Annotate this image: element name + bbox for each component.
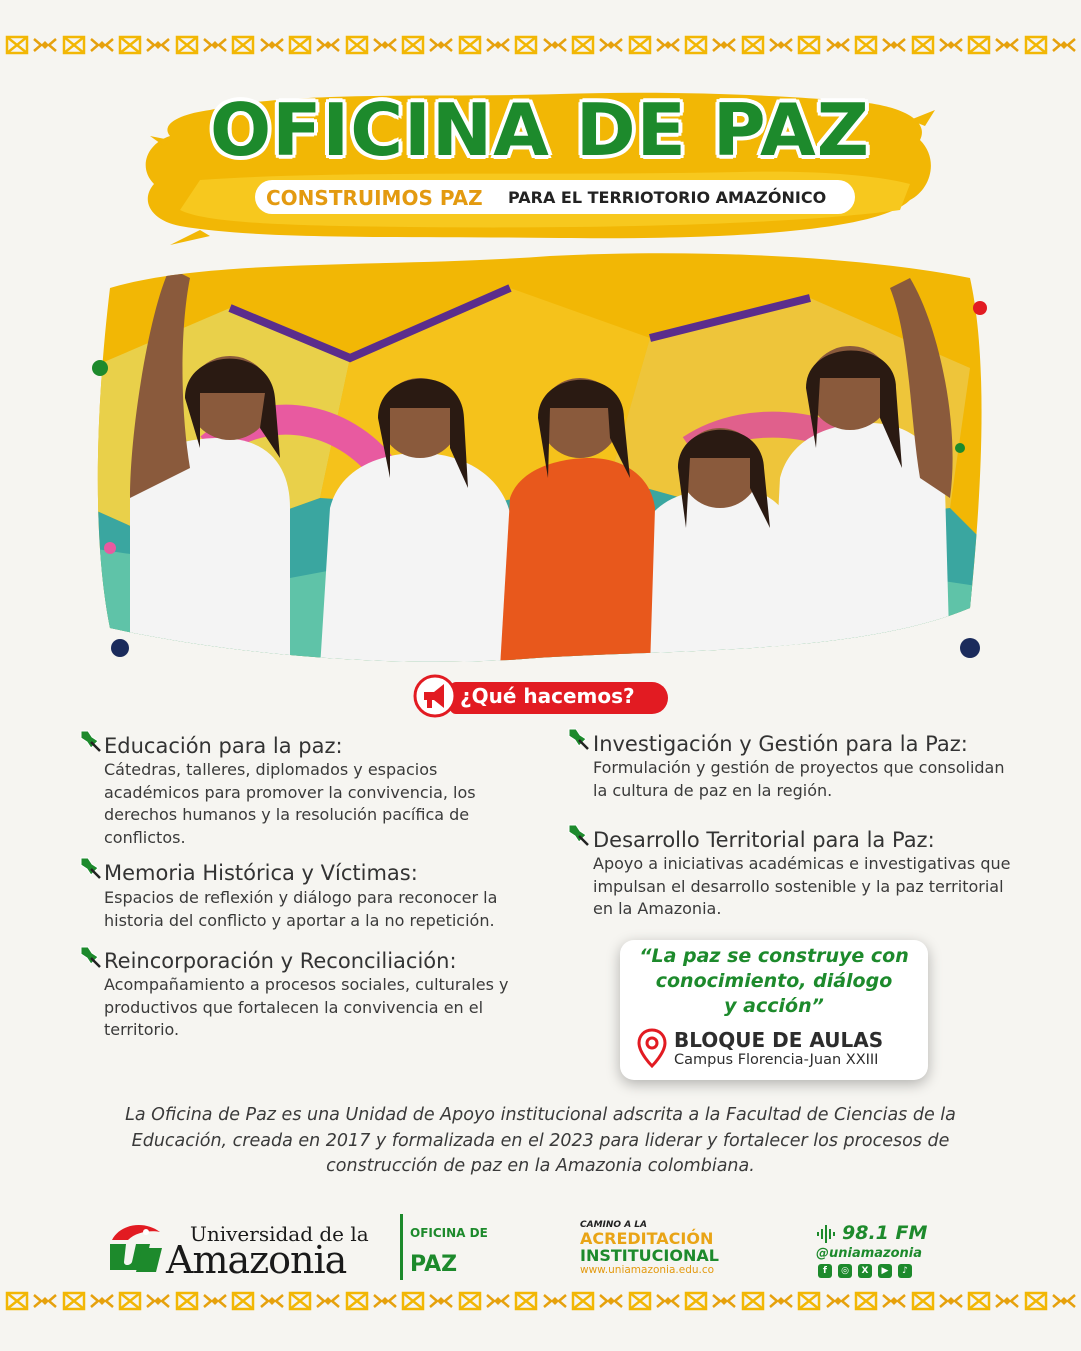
border-pattern-mark [485, 34, 511, 56]
border-pattern-mark [853, 34, 879, 56]
border-pattern-mark [259, 1290, 285, 1312]
border-pattern-mark [457, 34, 483, 56]
social-handle[interactable]: @uniamazonia [816, 1246, 923, 1261]
about-line-2: Educación, creada en 2017 y formalizada en el 2023 para liderar y fortalecer los procesos de [131, 1130, 950, 1151]
border-pattern-mark [372, 1290, 398, 1312]
subtitle-text: PARA EL TERRIOTORIO AMAZÓNICO [508, 188, 827, 207]
border-pattern-mark [89, 34, 115, 56]
item-title-education: Educación para la paz: [104, 734, 343, 758]
border-pattern-mark [768, 1290, 794, 1312]
pushpin-icon [78, 944, 102, 968]
quote-text [630, 944, 918, 1019]
item-title-memory: Memoria Histórica y Víctimas: [104, 861, 418, 885]
border-pattern-mark [683, 34, 709, 56]
border-pattern-mark [881, 34, 907, 56]
about-paragraph [80, 1103, 1001, 1180]
border-pattern-mark [1023, 34, 1049, 56]
border-pattern-mark [683, 1290, 709, 1312]
border-pattern-mark [344, 34, 370, 56]
border-pattern-mark [315, 1290, 341, 1312]
item-desc-territorial: Apoyo a iniciativas académicas e investigativas que impulsan el desarrollo sostenible y la paz territorial en la Amazonia. [593, 854, 1011, 918]
accreditation-title: ACREDITACIÓN [580, 1229, 714, 1248]
accreditation-kicker: CAMINO A LA [580, 1220, 647, 1230]
section-badge-label: ¿Qué hacemos? [460, 684, 635, 708]
border-pattern-mark [400, 34, 426, 56]
border-pattern-mark [542, 1290, 568, 1312]
border-pattern-mark [966, 34, 992, 56]
border-pattern-mark [570, 34, 596, 56]
subtitle-row [0, 176, 1081, 220]
office-label-line1: OFICINA DE [410, 1226, 488, 1240]
about-line-3: construcción de paz en la Amazonia colombiana. [326, 1156, 755, 1176]
youtube-icon[interactable]: ▶ [878, 1264, 892, 1278]
top-pattern-border [0, 34, 1081, 60]
website-link[interactable]: www.uniamazonia.edu.co [580, 1264, 715, 1276]
pushpin-icon [78, 855, 102, 879]
item-title-reintegration: Reincorporación y Reconciliación: [104, 949, 457, 973]
university-name-line1: Universidad de la [190, 1222, 369, 1246]
border-pattern-mark [1051, 34, 1077, 56]
border-pattern-mark [287, 1290, 313, 1312]
border-pattern-mark [259, 34, 285, 56]
border-pattern-mark [61, 34, 87, 56]
border-pattern-mark [174, 1290, 200, 1312]
border-pattern-mark [4, 34, 30, 56]
bottom-pattern-border [0, 1290, 1081, 1316]
border-pattern-mark [61, 1290, 87, 1312]
border-pattern-mark [117, 1290, 143, 1312]
border-pattern-mark [145, 1290, 171, 1312]
border-pattern-mark [994, 1290, 1020, 1312]
location-subtitle: Campus Florencia-Juan XXIII [674, 1052, 879, 1068]
border-pattern-mark [513, 1290, 539, 1312]
border-pattern-mark [230, 1290, 256, 1312]
border-pattern-mark [89, 1290, 115, 1312]
megaphone-icon [412, 674, 458, 718]
border-pattern-mark [938, 34, 964, 56]
border-pattern-mark [457, 1290, 483, 1312]
instagram-icon[interactable]: ◎ [838, 1264, 852, 1278]
university-logo-icon [106, 1218, 166, 1276]
border-pattern-mark [117, 34, 143, 56]
border-pattern-mark [938, 1290, 964, 1312]
border-pattern-mark [768, 34, 794, 56]
border-pattern-mark [655, 1290, 681, 1312]
office-label-line2: PAZ [410, 1252, 458, 1277]
border-pattern-mark [542, 34, 568, 56]
subtitle-highlight: CONSTRUIMOS PAZ [266, 186, 483, 210]
border-pattern-mark [428, 1290, 454, 1312]
quote-line-1: “La paz se construye con [639, 945, 909, 967]
footer-divider [400, 1214, 403, 1280]
border-pattern-mark [1051, 1290, 1077, 1312]
border-pattern-mark [570, 1290, 596, 1312]
border-pattern-mark [1023, 1290, 1049, 1312]
border-pattern-mark [344, 1290, 370, 1312]
border-pattern-mark [32, 34, 58, 56]
border-pattern-mark [740, 34, 766, 56]
border-pattern-mark [372, 34, 398, 56]
border-pattern-mark [881, 1290, 907, 1312]
border-pattern-mark [202, 34, 228, 56]
border-pattern-mark [910, 1290, 936, 1312]
border-pattern-mark [627, 34, 653, 56]
border-pattern-mark [910, 34, 936, 56]
border-pattern-mark [287, 34, 313, 56]
border-pattern-mark [655, 34, 681, 56]
about-line-1: La Oficina de Paz es una Unidad de Apoyo institucional adscrita a la Facultad de Ciencias de la [125, 1105, 956, 1125]
border-pattern-mark [4, 1290, 30, 1312]
page-title: OFICINA DE PAZ [210, 88, 870, 172]
border-pattern-mark [485, 1290, 511, 1312]
border-pattern-mark [598, 1290, 624, 1312]
border-pattern-mark [145, 34, 171, 56]
border-pattern-mark [230, 34, 256, 56]
quote-line-3: y acción” [724, 995, 824, 1017]
border-pattern-mark [32, 1290, 58, 1312]
pushpin-icon [78, 728, 102, 752]
item-title-research: Investigación y Gestión para la Paz: [593, 732, 968, 756]
item-title-territorial: Desarrollo Territorial para la Paz: [593, 828, 935, 852]
border-pattern-mark [994, 34, 1020, 56]
border-pattern-mark [428, 34, 454, 56]
border-pattern-mark [174, 34, 200, 56]
border-pattern-mark [627, 1290, 653, 1312]
border-pattern-mark [966, 1290, 992, 1312]
item-desc-research: Formulación y gestión de proyectos que consolidan la cultura de paz en la región. [593, 758, 1005, 800]
border-pattern-mark [796, 1290, 822, 1312]
border-pattern-mark [513, 34, 539, 56]
border-pattern-mark [711, 1290, 737, 1312]
border-pattern-mark [796, 34, 822, 56]
item-desc-memory: Espacios de reflexión y diálogo para reconocer la historia del conflicto y aportar a la no repetición. [104, 888, 498, 930]
pushpin-icon [566, 822, 590, 846]
border-pattern-mark [202, 1290, 228, 1312]
location-title: BLOQUE DE AULAS [674, 1028, 884, 1052]
border-pattern-mark [598, 34, 624, 56]
border-pattern-mark [315, 34, 341, 56]
facebook-icon[interactable]: f [818, 1264, 832, 1278]
border-pattern-mark [825, 34, 851, 56]
accreditation-subtitle: INSTITUCIONAL [580, 1246, 719, 1265]
border-pattern-mark [740, 1290, 766, 1312]
border-pattern-mark [825, 1290, 851, 1312]
quote-line-2: conocimiento, diálogo [655, 970, 893, 992]
team-photo [90, 248, 990, 668]
border-pattern-mark [853, 1290, 879, 1312]
item-desc-reintegration: Acompañamiento a procesos sociales, culturales y productivos que fortalecen la convivencia en el territorio. [104, 975, 509, 1039]
location-pin-icon [636, 1028, 668, 1068]
radio-wave-icon [816, 1224, 840, 1244]
pushpin-icon [566, 726, 590, 750]
tiktok-icon[interactable]: ♪ [898, 1264, 912, 1278]
x-icon[interactable]: X [858, 1264, 872, 1278]
radio-frequency: 98.1 FM [842, 1222, 928, 1244]
border-pattern-mark [400, 1290, 426, 1312]
university-name-line2: Amazonia [166, 1238, 347, 1282]
border-pattern-mark [711, 34, 737, 56]
item-desc-education: Cátedras, talleres, diplomados y espacios académicos para promover la convivencia, los derechos humanos y la resolución pacífica de conflictos. [104, 760, 476, 847]
